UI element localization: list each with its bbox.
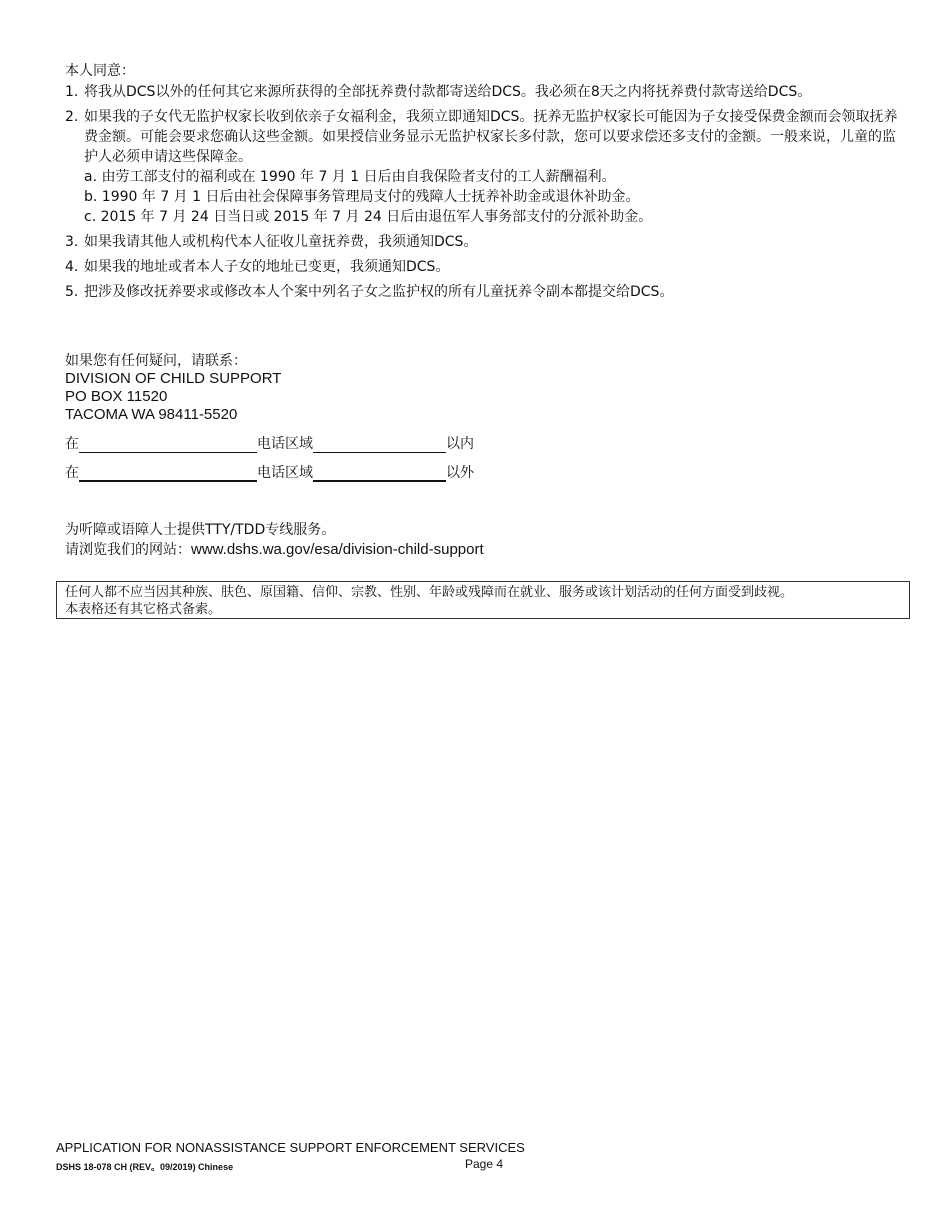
services-block (65, 520, 484, 560)
item-text: 如果我请其他人或机构代本人征收儿童抚养费，我须通知DCS。 (84, 234, 478, 250)
item-text: 如果我的子女代无监护权家长收到依亲子女福利金，我须立即通知DCS。抚养无监护权家长可能因为子女接受保费金额而会领取抚养费金额。可能会要求您确认这些金额。如果授信业务显示无监护权家长多付款，您可以要求偿还多支付的金额。一般来说，儿童的监护人必须申请这些保障金。 (84, 109, 898, 165)
item-number: 4. (65, 259, 79, 275)
notice-line-1: 任何人都不应当因其种族、肤色、原国籍、信仰、宗教、性别、年龄或残障而在就业、服务或该计划活动的任何方面受到歧视。 (65, 585, 794, 600)
agreement-item-5 (65, 282, 905, 302)
website-label: 请浏览我们的网站： (65, 542, 191, 558)
agreement-item-2 (65, 107, 905, 227)
phone-inside-row (65, 433, 474, 453)
page-number: Page 4 (465, 1157, 504, 1171)
item-number: 5. (65, 284, 79, 300)
item-number: 1. (65, 84, 79, 100)
contact-po-box: PO BOX 11520 (65, 388, 168, 405)
agreement-item-3 (65, 232, 905, 252)
subitem-c: c. 2015 年 7 月 24 日当日或 2015 年 7 月 24 日后由退伍军人事务部支付的分派补助金。 (84, 209, 653, 225)
footer-title: APPLICATION FOR NONASSISTANCE SUPPORT ENFORCEMENT SERVICES (56, 1140, 525, 1155)
phone-suffix: 以外 (446, 465, 474, 481)
item-number: 2. (65, 109, 79, 125)
phone-prefix: 在 (65, 436, 79, 452)
phone-middle: 电话区域 (257, 465, 313, 481)
benefit-sublist (84, 167, 905, 227)
area-blank[interactable] (313, 438, 446, 453)
agreement-item-4 (65, 257, 905, 277)
agreement-list (65, 82, 905, 302)
item-text: 将我从DCS以外的任何其它来源所获得的全部抚养费付款都寄送给DCS。我必须在8天之内将抚养费付款寄送给DCS。 (84, 84, 812, 100)
contact-org: DIVISION OF CHILD SUPPORT (65, 370, 282, 387)
phone-suffix: 以内 (446, 436, 474, 452)
phone-middle: 电话区域 (257, 436, 313, 452)
subitem-b: b. 1990 年 7 月 1 日后由社会保障事务管理局支付的残障人士抚养补助金或退休补助金。 (84, 189, 640, 205)
subitem-a: a. 由劳工部支付的福利或在 1990 年 7 月 1 日后由自我保险者支付的工人薪酬福利。 (84, 169, 616, 185)
item-number: 3. (65, 234, 79, 250)
notice-line-2: 本表格还有其它格式备索。 (65, 602, 222, 617)
agreement-intro: 本人同意： (65, 63, 135, 79)
form-code: DSHS 18-078 CH (REV。09/2019) Chinese (56, 1162, 234, 1172)
phone-number-blank[interactable] (79, 438, 257, 453)
nondiscrimination-notice (56, 581, 910, 619)
item-text: 如果我的地址或者本人子女的地址已变更，我须通知DCS。 (84, 259, 450, 275)
tty-service: 为听障或语障人士提供TTY/TDD专线服务。 (65, 522, 336, 538)
phone-number-blank[interactable] (79, 466, 257, 482)
contact-question: 如果您有任何疑问，请联系： (65, 353, 247, 369)
contact-block (65, 352, 281, 424)
contact-city: TACOMA WA 98411-5520 (65, 406, 238, 423)
area-blank[interactable] (313, 466, 446, 482)
item-text: 把涉及修改抚养要求或修改本人个案中列名子女之监护权的所有儿童抚养令副本都提交给DCS。 (84, 284, 674, 300)
phone-outside-row (65, 462, 474, 482)
agreement-item-1 (65, 82, 905, 102)
website-link[interactable]: www.dshs.wa.gov/esa/division-child-support (191, 541, 484, 558)
phone-prefix: 在 (65, 465, 79, 481)
